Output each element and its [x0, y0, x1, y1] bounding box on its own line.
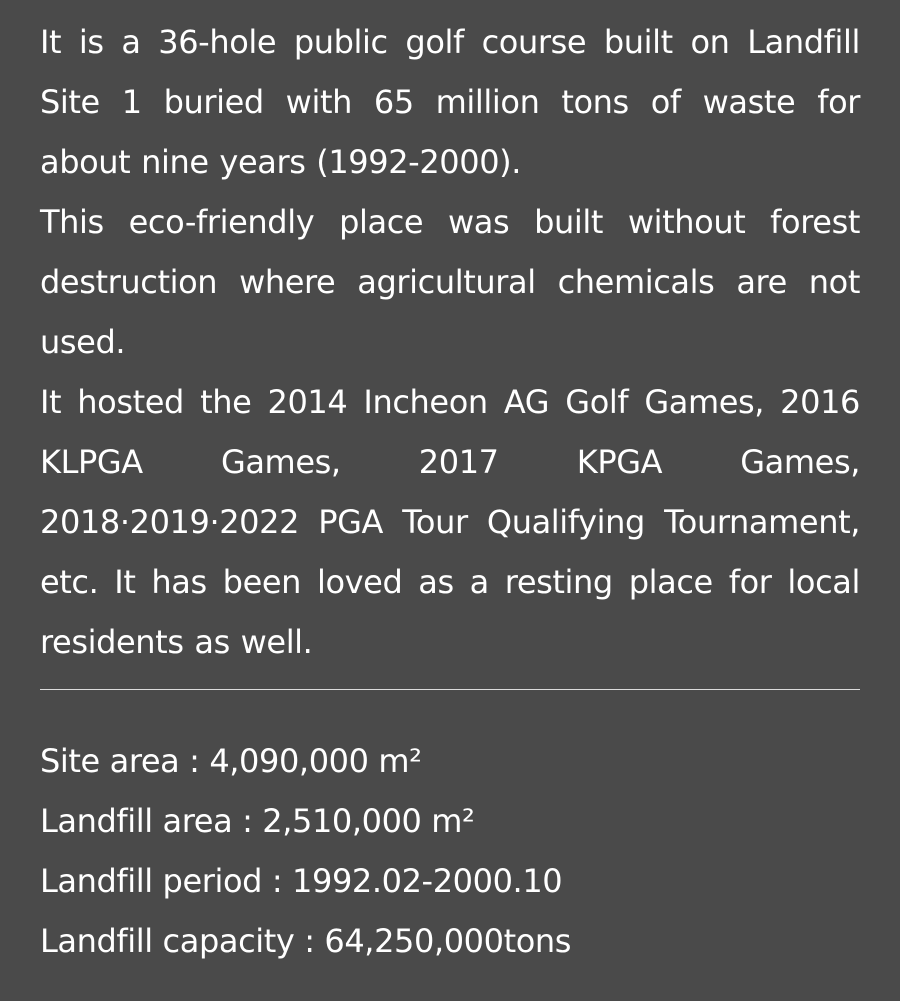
golf-course-description [40, 12, 860, 672]
spec-label: Landfill period [40, 862, 263, 900]
spec-site-area: Site area : 4,090,000 m² [40, 742, 422, 780]
spec-landfill-period: Landfill period : 1992.02-2000.10 [40, 862, 563, 900]
spec-value: 64,250,000tons [324, 922, 572, 960]
spec-label: Landfill capacity [40, 922, 295, 960]
description-paragraph-2: This eco-friendly place was built without forest destruction where agricultural chemicals are not used. [40, 203, 860, 361]
spec-value: 2,510,000 m² [262, 802, 475, 840]
spec-label: Site area [40, 742, 180, 780]
facility-specs [40, 731, 860, 971]
description-paragraph-3: It hosted the 2014 Incheon AG Golf Games, 2016 KLPGA Games, 2017 KPGA Games, 2018·2019·2022 PGA Tour Qualifying Tournament, etc. It has been loved as a resting place for local residents as well. [40, 383, 860, 661]
spec-landfill-area: Landfill area : 2,510,000 m² [40, 802, 475, 840]
spec-landfill-capacity: Landfill capacity : 64,250,000tons [40, 922, 572, 960]
description-text [40, 12, 860, 672]
spec-label: Landfill area [40, 802, 233, 840]
description-paragraph-1: It is a 36-hole public golf course built on Landfill Site 1 buried with 65 million tons of waste for about nine years (1992-2000). [40, 23, 860, 181]
section-divider [40, 689, 860, 690]
spec-value: 4,090,000 m² [209, 742, 422, 780]
spec-value: 1992.02-2000.10 [292, 862, 563, 900]
